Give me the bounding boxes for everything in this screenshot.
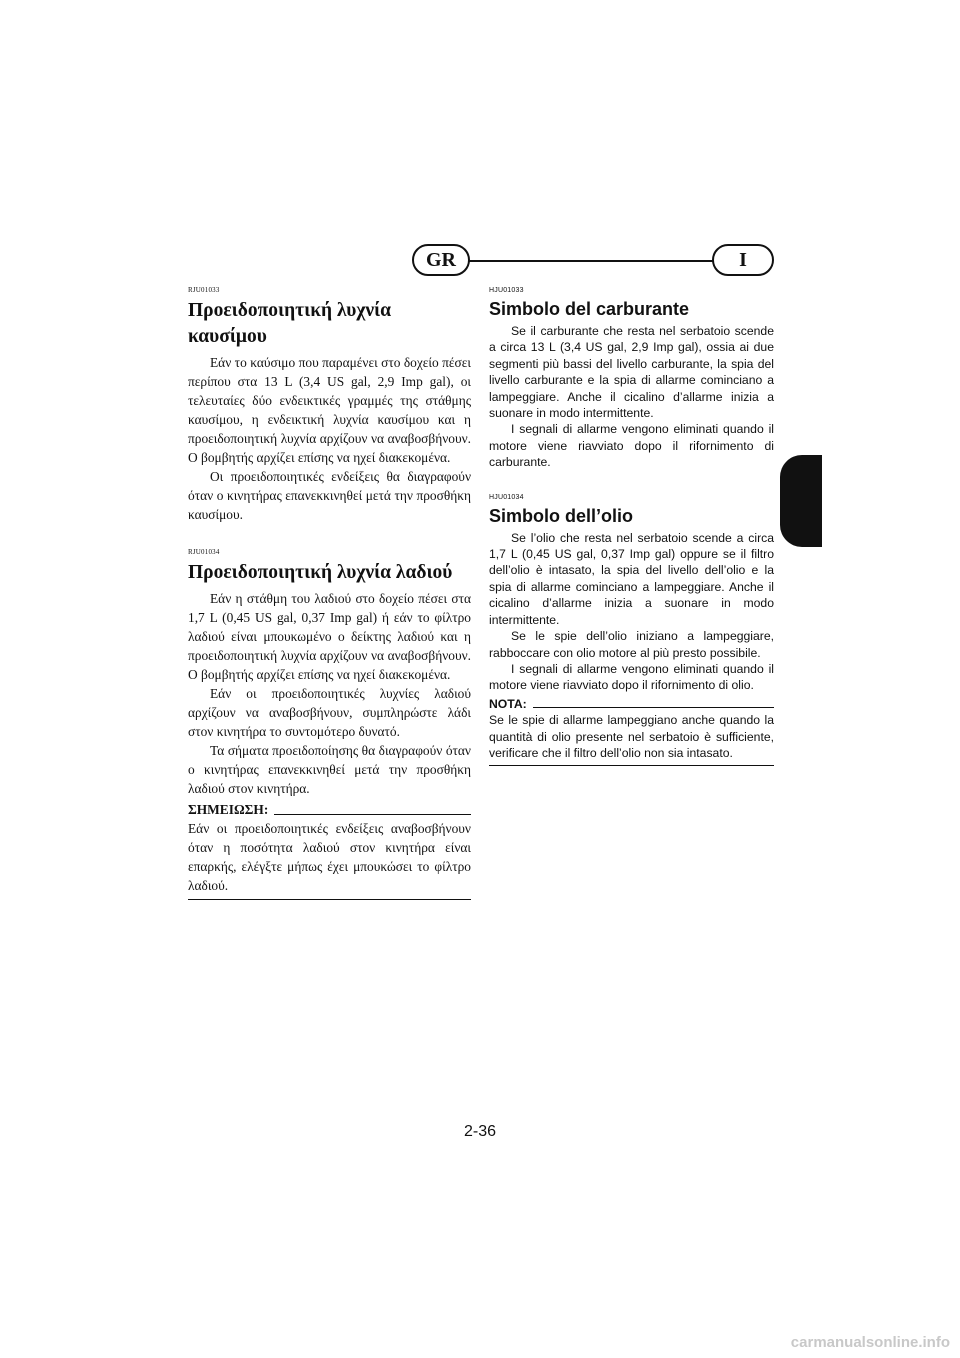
watermark: carmanualsonline.info: [790, 1334, 950, 1351]
chapter-thumb-tab: [780, 455, 822, 547]
paragraph: Se l’olio che resta nel serbatoio scende a circa 1,7 L (0,45 US gal, 0,37 Imp gal) oppure se il filtro dell’olio è intasato, la spia del livello dell’olio e la spia di allarme cominciano a lampeggiare. Anche il cicalino d’allarme inizia a suonare in modo intermittente.: [489, 530, 774, 627]
section-title-line: Προειδοποιητική λυχνία: [188, 300, 392, 321]
note-end-rule: [489, 765, 774, 766]
paragraph: Εάν το καύσιμο που παραμένει στο δοχείο πέσει περίπου στα 13 L (3,4 US gal, 2,9 Imp gal), οι τελευταίες δύο ενδεικτικές γραμμές της στάθμης καυσίμου, η ενδεικτική λυχνία καυσίμου και η προειδοποιητική λυχνία αρχίζουν να αναβοσβήνουν. Ο βομβητής αρχίζει επίσης να ηχεί διακεκομένα.: [188, 355, 471, 465]
paragraph: I segnali di allarme vengono eliminati quando il motore viene riavviato dopo il rifornimento di olio.: [489, 661, 774, 693]
paragraph: I segnali di allarme vengono eliminati quando il motore viene riavviato dopo il rifornimento di carburante.: [489, 422, 774, 470]
greek-column: [188, 286, 471, 900]
section-code: RJU01034: [188, 548, 220, 556]
note-header: [489, 696, 774, 712]
section-code: HJU01034: [489, 493, 524, 501]
language-badge-gr: GR: [412, 244, 470, 276]
note-header: [188, 800, 471, 819]
section-title: [188, 298, 471, 350]
note-text: Se le spie di allarme lampeggiano anche quando la quantità di olio presente nel serbatoio è sufficiente, verificare che il filtro dell’olio non sia intasato.: [489, 713, 774, 760]
section-code: RJU01033: [188, 286, 220, 294]
section-title-line: καυσίμου: [188, 326, 267, 347]
italian-column: [489, 286, 774, 766]
paragraph: Εάν οι προειδοποιητικές λυχνίες λαδιού αρχίζουν να αναβοσβήνουν, συμπληρώστε λάδι στον κινητήρα το συντομότερο δυνατό.: [188, 686, 471, 739]
section-code: HJU01033: [489, 287, 524, 294]
note-rule: [274, 814, 471, 815]
paragraph: Εάν η στάθμη του λαδιού στο δοχείο πέσει στα 1,7 L (0,45 US gal, 0,37 Imp gal) ή εάν το φίλτρο λαδιού είναι μπουκωμένο ο δείκτης λαδιού και η προειδοποιητική λυχνία αρχίζουν να αναβοσβήνουν. Ο βομβητής αρχίζει επίσης να ηχεί διακεκομένα.: [188, 591, 471, 682]
page-number: 2-36: [463, 1123, 497, 1140]
section-title: Προειδοποιητική λυχνία λαδιού: [188, 562, 453, 583]
note-end-rule: [188, 899, 471, 900]
note-label: NOTA:: [489, 696, 527, 711]
paragraph: Se le spie dell’olio iniziano a lampeggiare, rabboccare con olio motore al più presto possibile.: [489, 629, 774, 660]
section-title: Simbolo dell’olio: [489, 505, 633, 526]
note-label: ΣΗΜΕΙΩΣΗ:: [188, 802, 269, 817]
paragraph: Se il carburante che resta nel serbatoio scende a circa 13 L (3,4 US gal, 2,9 Imp gal), ossia ai due segmenti più bassi del livello carburante, la spia del livello carburante e la spia di allarme cominciano a lampeggiare. Anche il cicalino d’allarme inizia a suonare in modo intermittente.: [489, 324, 774, 421]
section-title: Simbolo del carburante: [489, 299, 690, 319]
language-badge-i: I: [712, 244, 774, 276]
paragraph: Τα σήματα προειδοποίησης θα διαγραφούν όταν ο κινητήρας επανεκκινηθεί μετά την προσθήκη λαδιού στον κινητήρα.: [188, 743, 471, 796]
header-rule: [441, 260, 731, 262]
paragraph: Οι προειδοποιητικές ενδείξεις θα διαγραφούν όταν ο κινητήρας επανεκκινηθεί μετά την προσθήκη καυσίμου.: [188, 469, 471, 522]
note-rule: [533, 707, 774, 708]
note-text: Εάν οι προειδοποιητικές ενδείξεις αναβοσβήνουν όταν η ποσότητα λαδιού στον κινητήρα είναι επαρκής, ελέγξτε μήπως έχει μπουκώσει το φίλτρο λαδιού.: [188, 821, 471, 893]
